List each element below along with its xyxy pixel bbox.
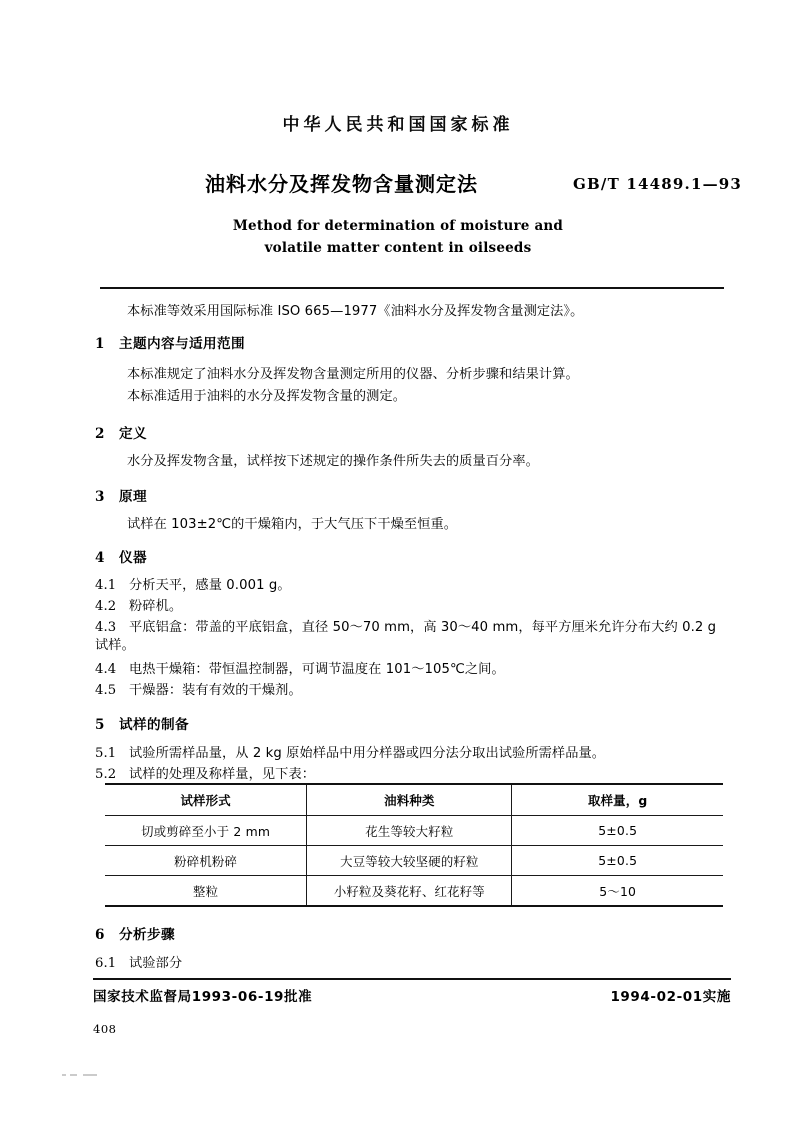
section-2-title: 定义 [119,426,147,442]
footer-divider [93,978,731,980]
table-header-oilseed-type: 油料种类 [307,784,512,816]
clause-4-4-text: 电热干燥箱：带恒温控制器，可调节温度在 101～105℃之间。 [129,662,505,677]
section-4-title: 仪器 [119,550,147,566]
title-row [0,170,796,200]
clause-4-3-text: 平底铝盒：带盖的平底铝盒，直径 50～70 mm，高 30～40 mm，每平方厘米允许分布大约 0.2 g 试样。 [95,620,717,653]
section-5-title: 试样的制备 [119,717,189,733]
cell-sample-form: 粉碎机粉碎 [105,846,307,876]
clause-5-1-number: 5.1 [95,746,117,761]
section-2-paragraph-1: 水分及挥发物含量，试样按下述规定的操作条件所失去的质量百分率。 [127,454,539,469]
intro-paragraph: 本标准等效采用国际标准 ISO 665—1977《油料水分及挥发物含量测定法》。 [127,304,584,319]
section-4-heading [95,549,147,567]
cell-sample-form: 整粒 [105,876,307,907]
header-divider [100,287,724,289]
table-header-sample-mass: 取样量，g [512,784,723,816]
table-row [105,816,723,846]
table-row [105,846,723,876]
document-header [0,112,796,138]
cell-sample-mass: 5～10 [512,876,723,907]
section-4-number: 4 [95,550,105,566]
footer-approval-text: 国家技术监督局1993-06-19批准 [93,989,313,1005]
cell-oilseed-type: 花生等较大籽粒 [307,816,512,846]
section-6-title: 分析步骤 [119,927,175,943]
section-6-number: 6 [95,927,105,943]
section-3-number: 3 [95,489,105,505]
page-number: 408 [93,1022,117,1036]
cell-sample-form: 切或剪碎至小于 2 mm [105,816,307,846]
clause-5-2 [95,766,315,784]
clause-5-1-text: 试验所需样品量，从 2 kg 原始样品中用分样器或四分法分取出试验所需样品量。 [129,746,606,761]
section-3-paragraph-1: 试样在 103±2℃的干燥箱内，于大气压下干燥至恒重。 [127,517,458,532]
section-1-number: 1 [95,336,105,352]
clause-4-2 [95,598,182,616]
table-header-row [105,784,723,816]
clause-4-2-text: 粉碎机。 [129,599,183,614]
cell-sample-mass: 5±0.5 [512,846,723,876]
section-2-number: 2 [95,426,105,442]
clause-4-1-number: 4.1 [95,578,117,593]
section-1-paragraph-2: 本标准适用于油料的水分及挥发物含量的测定。 [127,389,407,404]
page-title: 油料水分及挥发物含量测定法 [205,172,478,196]
clause-4-1-text: 分析天平，感量 0.001 g。 [129,578,291,593]
section-3-title: 原理 [119,489,147,505]
clause-6-1-text: 试验部分 [129,956,183,971]
section-6-heading [95,926,175,944]
sample-preparation-table [105,783,723,907]
cell-oilseed-type: 小籽粒及葵花籽、红花籽等 [307,876,512,907]
section-5-number: 5 [95,717,105,733]
clause-6-1 [95,955,182,973]
section-5-heading [95,716,189,734]
clause-4-4 [95,661,505,679]
cell-oilseed-type: 大豆等较大较坚硬的籽粒 [307,846,512,876]
clause-4-5-number: 4.5 [95,683,117,698]
clause-4-2-number: 4.2 [95,599,117,614]
table-header-sample-form: 试样形式 [105,784,307,816]
english-title-line-2: volatile matter content in oilseeds [264,240,532,256]
scan-artifact-marks [62,1073,102,1077]
footer-implementation-text: 1994-02-01实施 [610,989,731,1005]
section-3-heading [95,488,147,506]
section-1-title: 主题内容与适用范围 [119,336,245,352]
clause-4-5-text: 干燥器：装有有效的干燥剂。 [129,683,302,698]
clause-5-1 [95,745,605,763]
cell-sample-mass: 5±0.5 [512,816,723,846]
standard-number: GB/T 14489.1—93 [573,175,743,193]
clause-5-2-number: 5.2 [95,767,117,782]
section-2-heading [95,425,147,443]
clause-4-4-number: 4.4 [95,662,117,677]
clause-4-3 [95,619,731,655]
section-1-heading [95,335,245,353]
section-1-paragraph-1: 本标准规定了油料水分及挥发物含量测定所用的仪器、分析步骤和结果计算。 [127,367,579,382]
clause-4-1 [95,577,291,595]
table-row [105,876,723,907]
clause-4-3-number: 4.3 [95,620,117,635]
clause-6-1-number: 6.1 [95,956,117,971]
english-title [0,215,796,259]
english-title-line-1: Method for determination of moisture and [232,218,564,234]
clause-5-2-text: 试样的处理及称样量，见下表： [129,767,316,782]
clause-4-5 [95,682,302,700]
national-standard-label: 中华人民共和国国家标准 [282,115,514,135]
